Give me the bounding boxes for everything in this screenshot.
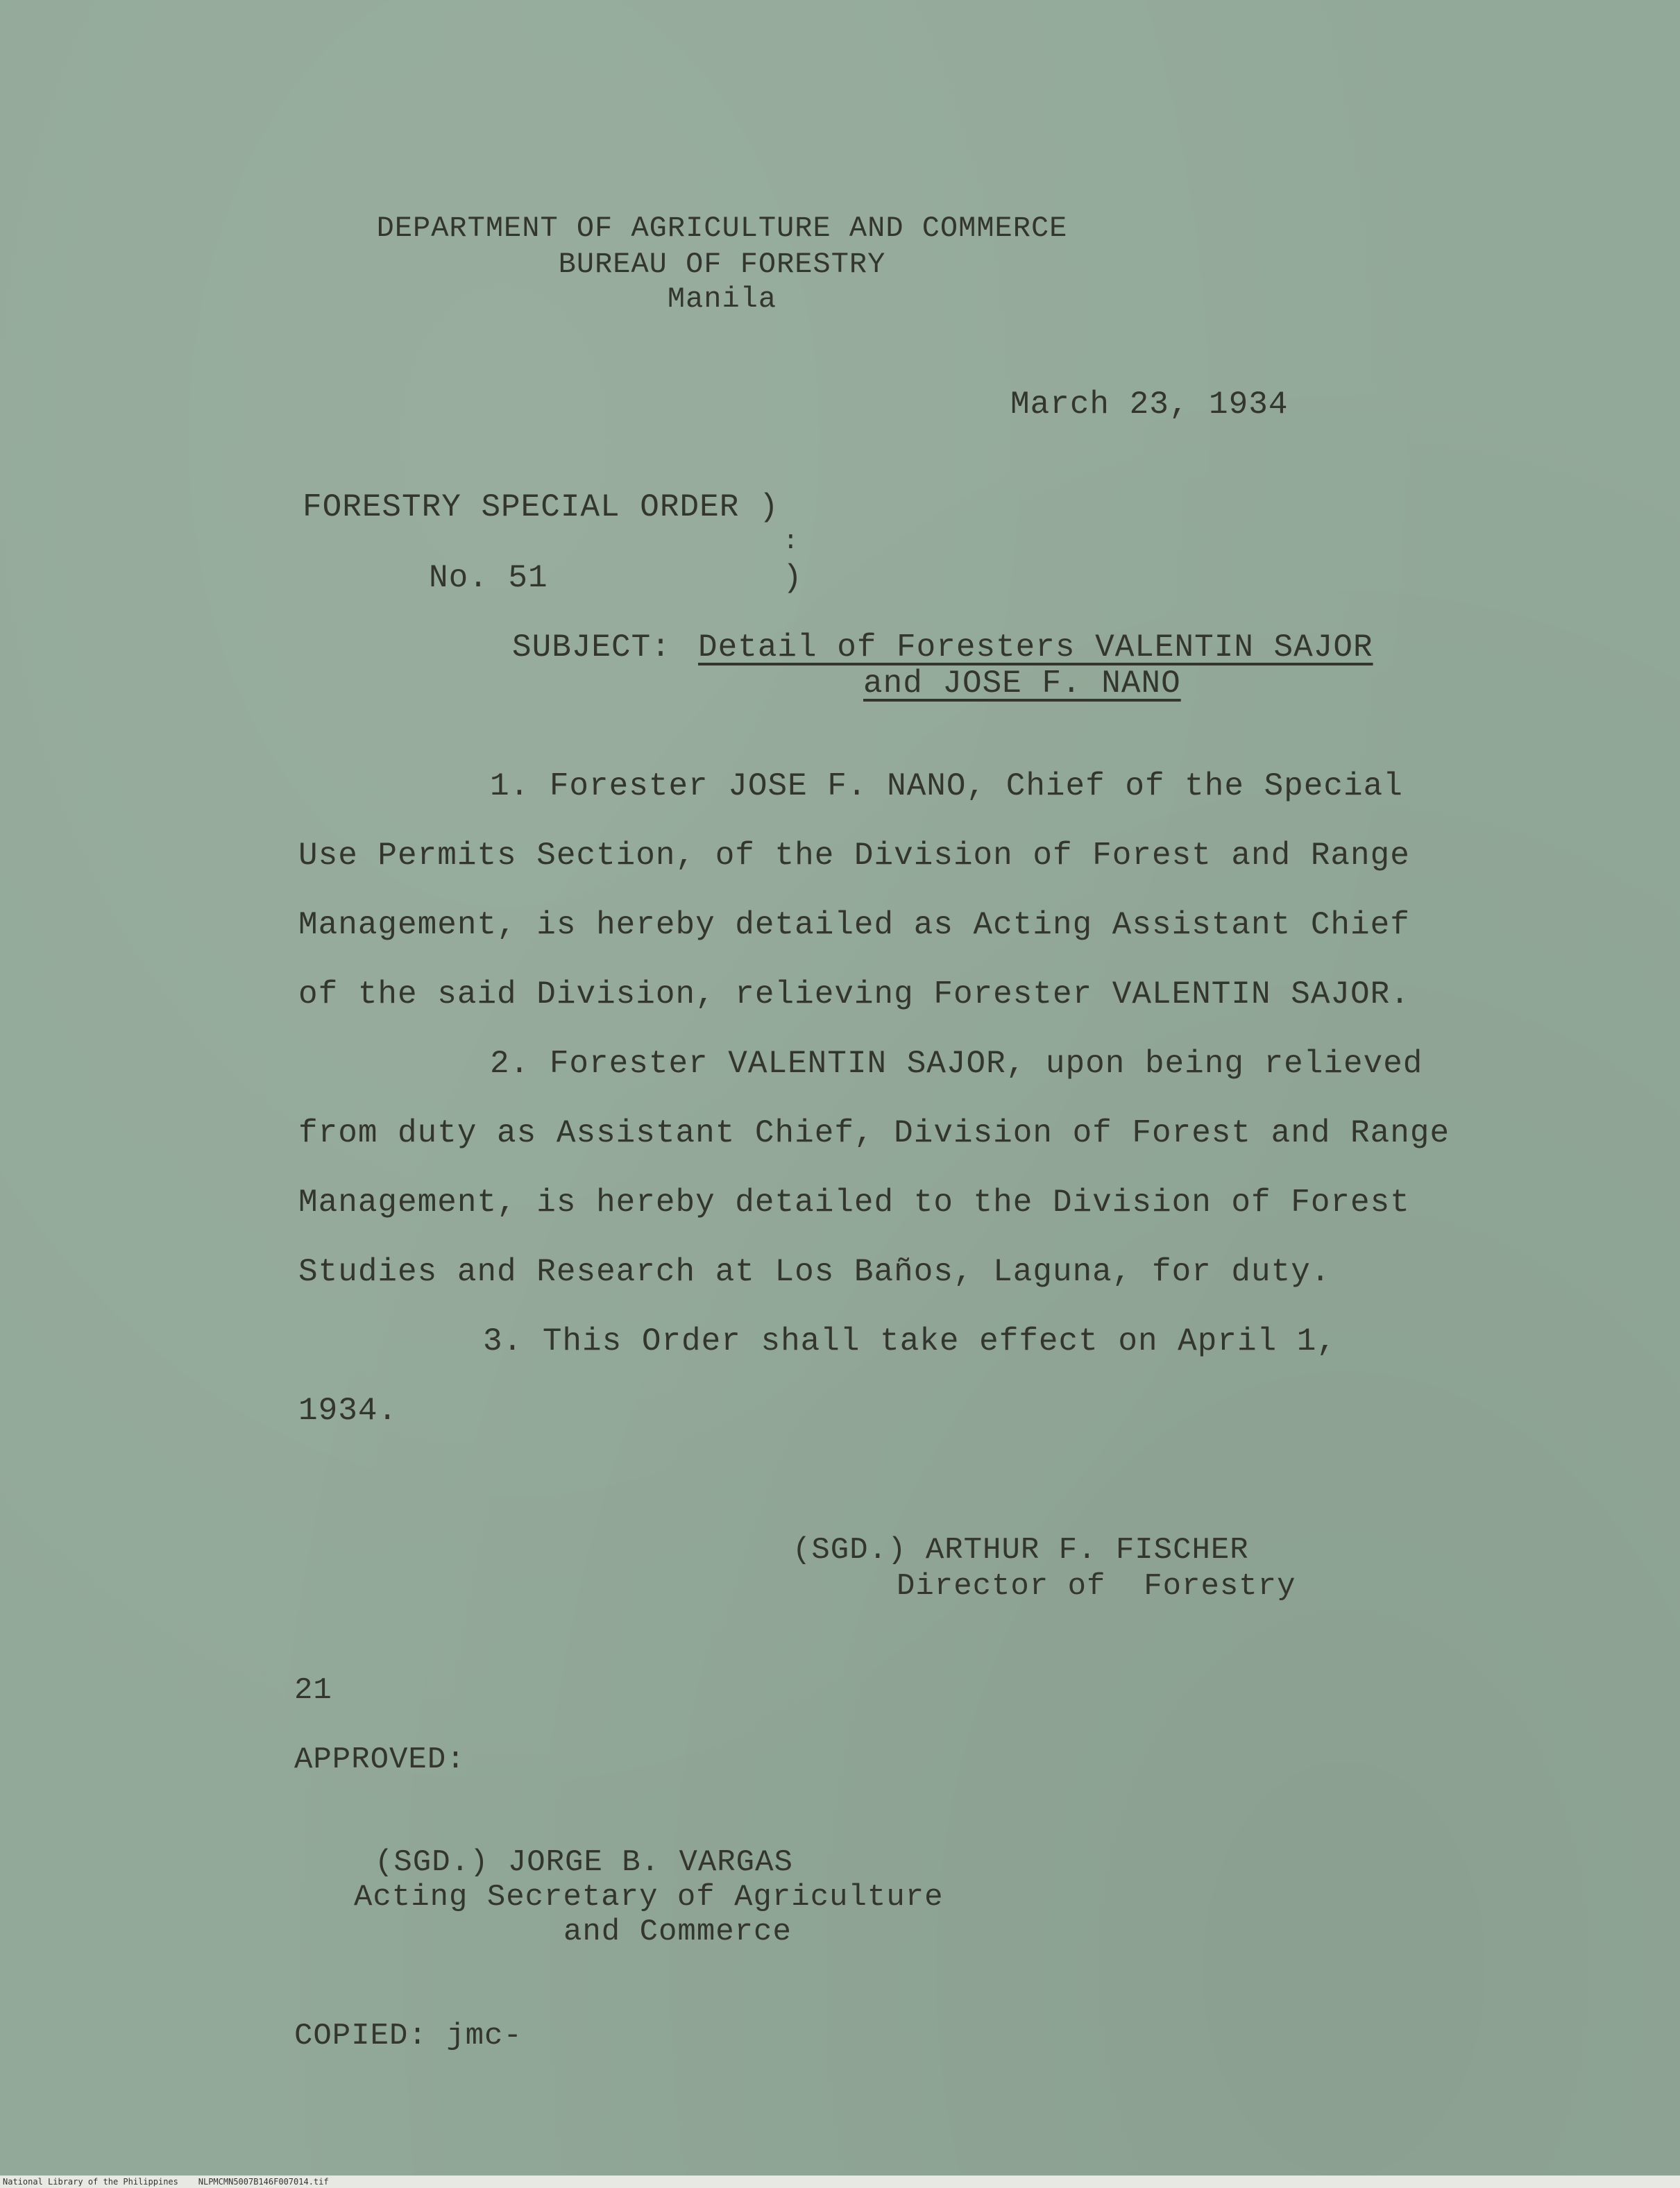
paragraph-1-line-4: of the said Division, relieving Forester VALENTIN SAJOR. (298, 976, 1410, 1012)
paragraph-2-line-2: from duty as Assistant Chief, Division of Forest and Range (298, 1115, 1450, 1151)
scan-footer-text: National Library of the Philippines NLPMCMN5007B146F007014.tif (3, 2177, 329, 2187)
subject-line-1: Detail of Foresters VALENTIN SAJOR (698, 629, 1373, 665)
reference-number: 21 (294, 1673, 332, 1708)
order-date: March 23, 1934 (1010, 387, 1289, 423)
paragraph-1-line-2: Use Permits Section, of the Division of Forest and Range (298, 838, 1410, 874)
paragraph-3-line-1: 3. This Order shall take effect on April 1, (483, 1323, 1337, 1359)
bureau-heading: BUREAU OF FORESTRY (558, 248, 886, 281)
subject-line-2: and JOSE F. NANO (863, 665, 1181, 702)
city-heading: Manila (667, 282, 777, 316)
paragraph-2-line-1: 2. Forester VALENTIN SAJOR, upon being relieved (490, 1046, 1423, 1082)
approver-name: (SGD.) JORGE B. VARGAS (375, 1845, 793, 1880)
department-heading: DEPARTMENT OF AGRICULTURE AND COMMERCE (376, 212, 1068, 245)
copied-note: COPIED: jmc- (294, 2019, 523, 2053)
paragraph-2-line-3: Management, is hereby detailed to the Division of Forest (298, 1185, 1410, 1221)
paragraph-1-line-3: Management, is hereby detailed as Acting Assistant Chief (298, 907, 1410, 943)
order-title: FORESTRY SPECIAL ORDER ) (303, 489, 779, 525)
signatory-name: (SGD.) ARTHUR F. FISCHER (792, 1533, 1249, 1568)
order-number: No. 51 (429, 560, 548, 596)
paragraph-1-line-1: 1. Forester JOSE F. NANO, Chief of the Special (490, 768, 1403, 804)
paragraph-2-line-4: Studies and Research at Los Baños, Laguna, for duty. (298, 1254, 1331, 1290)
approver-title-line-2: and Commerce (563, 1915, 792, 1949)
signatory-title: Director of Forestry (897, 1569, 1296, 1604)
approver-title-line-1: Acting Secretary of Agriculture (354, 1880, 944, 1915)
subject-label: SUBJECT: (512, 629, 671, 665)
approved-label: APPROVED: (294, 1742, 466, 1777)
scan-footer (0, 2176, 1680, 2188)
order-number-paren: ) (783, 560, 803, 596)
order-separator: : (783, 527, 799, 557)
paragraph-3-line-2: 1934. (298, 1393, 398, 1429)
